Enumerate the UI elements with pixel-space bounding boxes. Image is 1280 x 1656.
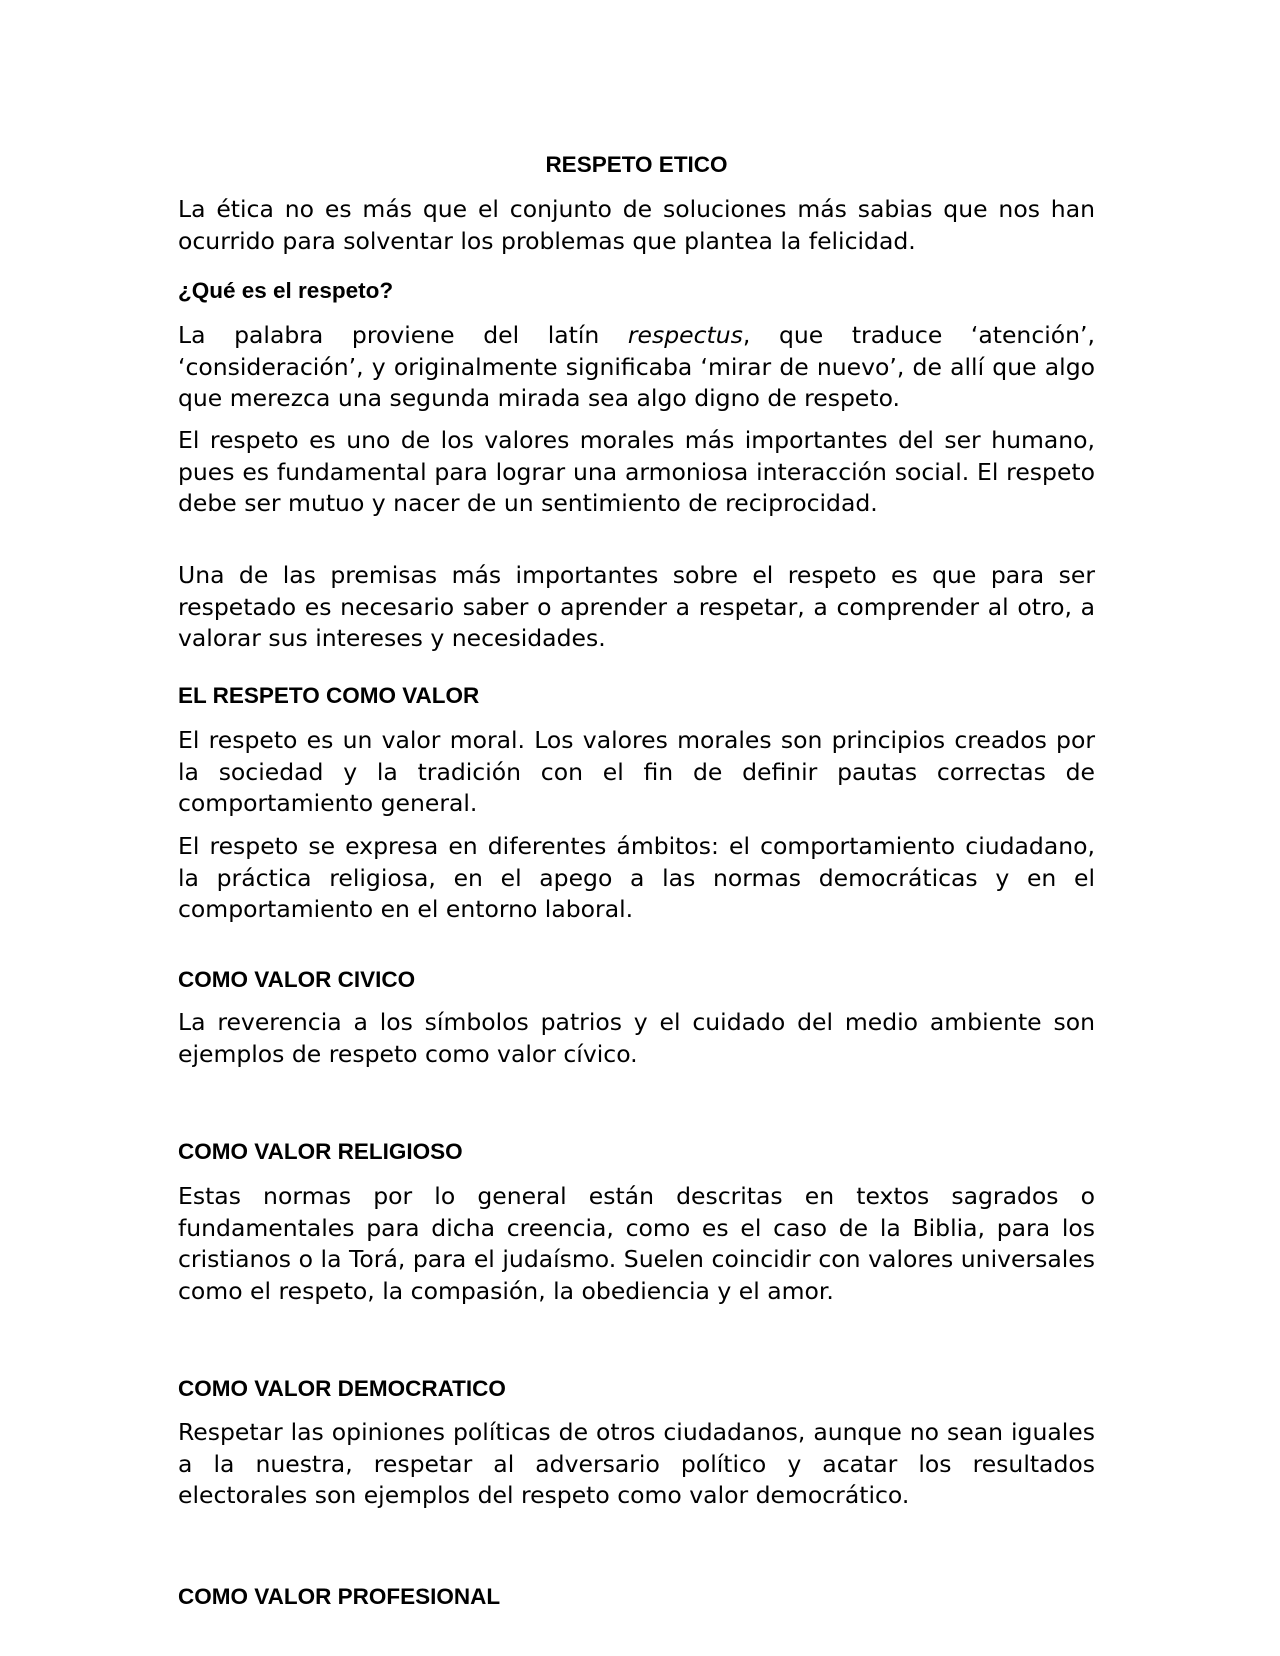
- religioso-paragraph: Estas normas por lo general están descritas en textos sagrados o fundamentales para dicha creencia, como es el caso de la Biblia, para los cristianos o la Torá, para el judaísmo. Suelen coincidir con valores universales como el respeto, la compasión, la obediencia y el amor.: [178, 1182, 1095, 1305]
- definition-text-before: La palabra proviene del latín: [178, 321, 628, 349]
- section-heading-democratico: COMO VALOR DEMOCRATICO: [178, 1376, 506, 1401]
- premises-paragraph: Una de las premisas más importantes sobre el respeto es que para ser respetado es necesario saber o aprender a respetar, a comprender al otro, a valorar sus intereses y necesidades.: [178, 561, 1095, 652]
- values-paragraph: El respeto es uno de los valores morales más importantes del ser humano, pues es fundamental para lograr una armoniosa interacción social. El respeto debe ser mutuo y nacer de un sentimiento de reciprocidad.: [178, 426, 1095, 517]
- intro-paragraph: La ética no es más que el conjunto de soluciones más sabias que nos han ocurrido para solventar los problemas que plantea la felicidad.: [178, 195, 1095, 255]
- civico-paragraph: La reverencia a los símbolos patrios y el cuidado del medio ambiente son ejemplos de respeto como valor cívico.: [178, 1008, 1095, 1068]
- definition-paragraph: [178, 320, 1095, 415]
- document-title: RESPETO ETICO: [545, 152, 728, 177]
- section-heading-religioso: COMO VALOR RELIGIOSO: [178, 1139, 463, 1164]
- latin-term: respectus: [627, 321, 743, 349]
- democratico-paragraph: Respetar las opiniones políticas de otros ciudadanos, aunque no sean iguales a la nuestra, respetar al adversario político y acatar los resultados electorales son ejemplos del respeto como valor democrático.: [178, 1418, 1095, 1509]
- definition-text-after: , que traduce ‘atención’, ‘consideración’, y originalmente significaba ‘mirar de nuevo’, de allí que algo que merezca una segunda mirada sea algo digno de respeto.: [178, 321, 1095, 412]
- section-heading-profesional: COMO VALOR PROFESIONAL: [178, 1584, 501, 1609]
- section-heading-valor: EL RESPETO COMO VALOR: [178, 683, 480, 708]
- question-heading: ¿Qué es el respeto?: [178, 278, 394, 303]
- valor-paragraph-2: El respeto se expresa en diferentes ámbitos: el comportamiento ciudadano, la práctica religiosa, en el apego a las normas democráticas y en el comportamiento en el entorno laboral.: [178, 832, 1095, 923]
- section-heading-civico: COMO VALOR CIVICO: [178, 967, 416, 992]
- valor-paragraph-1: El respeto es un valor moral. Los valores morales son principios creados por la sociedad y la tradición con el fin de definir pautas correctas de comportamiento general.: [178, 726, 1095, 817]
